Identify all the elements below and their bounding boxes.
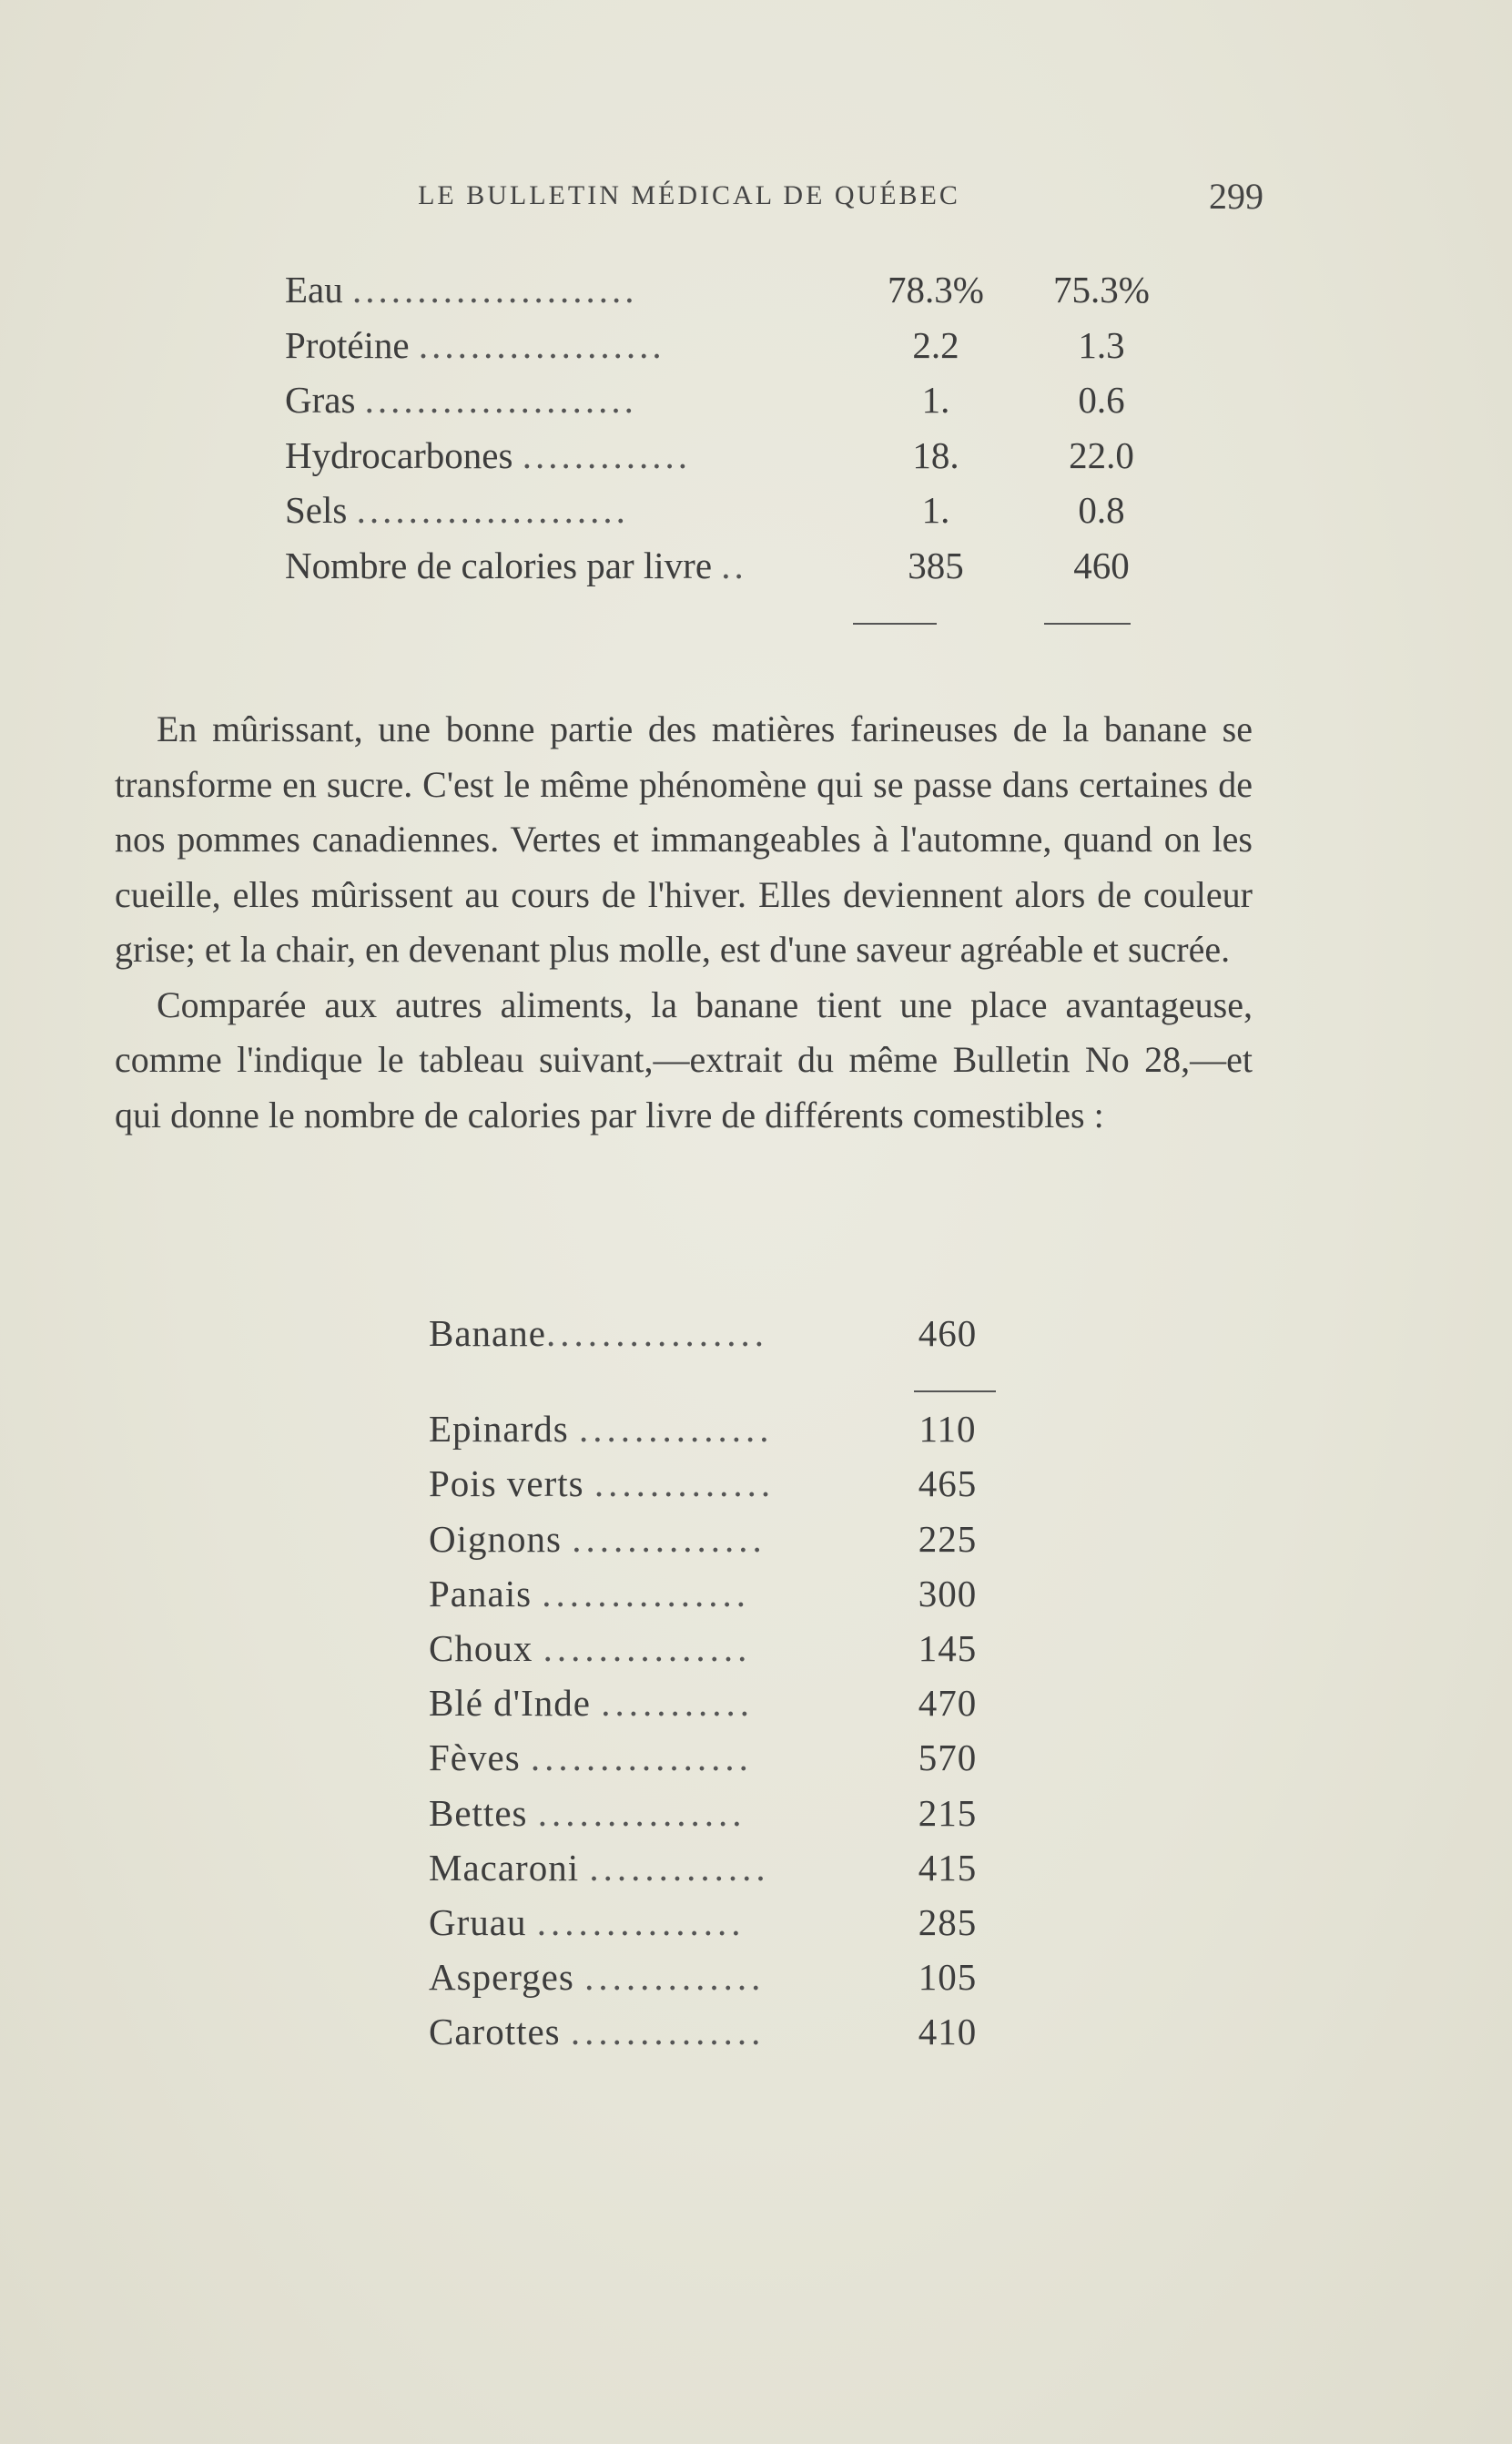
row-label: Panais	[429, 1572, 533, 1614]
running-head: LE BULLETIN MÉDICAL DE QUÉBEC	[418, 180, 960, 210]
leader-dots: ...................	[418, 323, 665, 366]
calorie-value: 225	[918, 1517, 978, 1560]
row-label: Gruau	[429, 1900, 527, 1943]
leader-dots: .............	[594, 1462, 776, 1505]
value-col1: 1.	[921, 489, 950, 531]
row-label: Sels	[285, 489, 348, 531]
paragraph: En mûrissant, une bonne partie des matières farineuses de la banane se transforme en sucre. C'est le même phénomène qui se passe dans certaines de nos pommes canadiennes. Vertes et immangeables à l'automne, quand on les cueille, elles mûrissent au cours de l'hiver. Elles deviennent alors de couleur grise; et la chair, en devenant plus molle, est d'une saveur agréable et sucrée.	[115, 708, 1253, 970]
leader-dots: ...............	[542, 1572, 751, 1614]
leader-dots: .............	[584, 1956, 766, 1999]
value-col2: 75.3%	[1053, 269, 1150, 311]
value-col2: 22.0	[1069, 433, 1134, 476]
leader-dots: .....................	[356, 489, 629, 531]
body-text	[115, 702, 1253, 1143]
leader-dots: ..............	[572, 1517, 766, 1560]
calorie-value: 470	[918, 1682, 978, 1725]
leader-dots: ..............	[579, 1408, 774, 1451]
table-row-headline	[429, 1306, 1011, 1360]
calorie-value: 300	[918, 1572, 978, 1614]
table-row	[429, 1621, 1011, 1675]
rule-calorie-headline	[914, 1390, 996, 1392]
paragraph: Comparée aux autres aliments, la banane tient une place avantageuse, comme l'indique le tableau suivant,—extrait du même Bulletin No 28,—et qui donne le nombre de calories par livre de différents comestibles :	[115, 983, 1253, 1135]
table-row	[429, 1566, 1011, 1621]
table-row	[429, 1786, 1011, 1840]
calorie-value: 415	[918, 1846, 978, 1889]
table-row	[429, 1512, 1011, 1566]
leader-dots: ...............	[536, 1900, 746, 1943]
leader-dots: ................	[545, 1312, 768, 1354]
table-row	[429, 1675, 1011, 1730]
page-header	[115, 175, 1263, 220]
value-col1: 385	[908, 544, 964, 586]
calorie-value: 460	[918, 1312, 978, 1354]
row-label: Bettes	[429, 1791, 528, 1834]
calorie-table	[429, 1306, 1011, 2059]
row-label: Gras	[285, 379, 356, 421]
row-label: Pois verts	[429, 1462, 584, 1505]
value-col1: 78.3%	[888, 269, 984, 311]
row-label: Macaroni	[429, 1846, 580, 1889]
calorie-value: 105	[918, 1956, 978, 1999]
value-col2: 0.6	[1078, 379, 1125, 421]
row-label: Asperges	[429, 1956, 574, 1999]
leader-dots: ..	[721, 544, 747, 586]
value-col1: 2.2	[912, 323, 959, 366]
calorie-value: 570	[918, 1736, 978, 1779]
leader-dots: .............	[522, 433, 691, 476]
table-row	[429, 1840, 1011, 1895]
table-row	[285, 262, 1204, 318]
rule-col2	[1044, 623, 1131, 625]
row-label: Oignons	[429, 1517, 562, 1560]
rule-col1	[853, 623, 937, 625]
leader-dots: .............	[589, 1846, 770, 1889]
composition-table	[285, 262, 1204, 593]
value-col2: 0.8	[1078, 489, 1125, 531]
table-row	[285, 428, 1204, 484]
row-label: Choux	[429, 1626, 533, 1669]
table-row	[285, 372, 1204, 428]
table-row	[429, 2004, 1011, 2059]
leader-dots: .....................	[364, 379, 637, 421]
table-row	[429, 1895, 1011, 1950]
leader-dots: ......................	[352, 269, 638, 311]
calorie-value: 215	[918, 1791, 978, 1834]
row-label: Hydrocarbones	[285, 433, 513, 476]
value-col2: 1.3	[1078, 323, 1125, 366]
row-label: Epinards	[429, 1408, 569, 1451]
calorie-value: 145	[918, 1626, 978, 1669]
calorie-value: 410	[918, 2011, 978, 2053]
value-col1: 1.	[921, 379, 950, 421]
value-col2: 460	[1073, 544, 1130, 586]
value-col1: 18.	[912, 433, 959, 476]
calorie-value: 465	[918, 1462, 978, 1505]
table-row	[285, 483, 1204, 538]
row-label: Blé d'Inde	[429, 1682, 591, 1725]
table-row	[429, 1401, 1011, 1456]
leader-dots: ................	[530, 1736, 753, 1779]
table-row	[429, 1730, 1011, 1785]
page-number: 299	[1209, 176, 1263, 217]
leader-dots: ...............	[537, 1791, 746, 1834]
row-label: Fèves	[429, 1736, 521, 1779]
leader-dots: ...............	[543, 1626, 752, 1669]
row-label: Nombre de calories par livre	[285, 544, 713, 586]
row-label: Banane	[429, 1312, 546, 1354]
leader-dots: ...........	[601, 1682, 754, 1725]
table-row	[429, 1456, 1011, 1511]
table-row	[429, 1950, 1011, 2004]
row-label: Protéine	[285, 323, 410, 366]
row-label: Eau	[285, 269, 343, 311]
calorie-value: 110	[918, 1408, 977, 1451]
table-row	[285, 538, 1204, 594]
leader-dots: ..............	[570, 2011, 766, 2053]
row-label: Carottes	[429, 2011, 561, 2053]
calorie-value: 285	[918, 1900, 978, 1943]
table-row	[285, 318, 1204, 373]
